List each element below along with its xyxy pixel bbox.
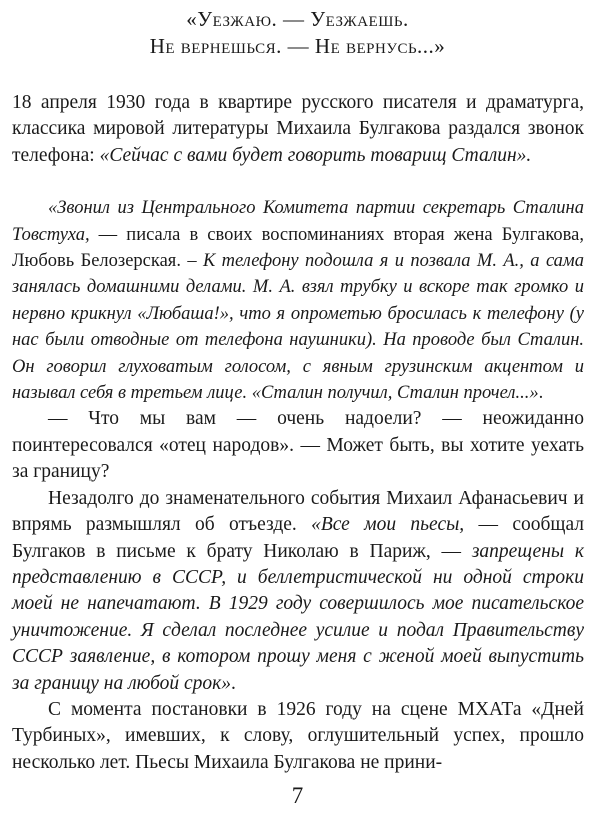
paragraph-4-text-a: Незадолго до знаменательного события Михаил Афанасьевич и впрямь размышлял об отъезде. [12, 487, 584, 536]
paragraph-1 [12, 90, 584, 169]
body-text [12, 90, 584, 776]
paragraph-2-quote-a: «Звонил из Центрального Комитета партии секретарь Сталина Товстуха, [12, 198, 584, 245]
paragraph-2-text-a: — писала в своих воспоминаниях вторая жена Булгакова, Любовь Белозерская. – [12, 224, 584, 272]
paragraph-4-text-c: . [231, 672, 236, 694]
paragraph-4 [12, 486, 584, 697]
paragraph-2-memoir-quote [12, 195, 584, 406]
paragraph-2-text-b: . [538, 383, 544, 404]
paragraph-1-quote: «Сейчас с вами будет говорить товарищ Сталин». [99, 144, 532, 166]
chapter-heading-line-2: Не вернешься. — Не вернусь...» [149, 34, 446, 58]
paragraph-4-quote-b: запрещены к представлению в СССР, и беллетристической ни одной строки моей не напечатают. В 1929 году совершилось мое писательское уничтожение. Я сделал последнее усилие и подал Правительству СССР заявление, в котором прошу меня с женой моей выпустить за границу на любой срок» [12, 540, 584, 694]
paragraph-3-dialogue: — Что мы вам — очень надоели? — неожиданно поинтересовался «отец народов». — Может быть, вы хотите уехать за границу? [12, 408, 584, 483]
paragraph-1-text: 18 апреля 1930 года в квартире русского писателя и драматурга, классика мировой литературы Михаила Булгакова раздался звонок телефона: [12, 92, 584, 166]
page-number: 7 [291, 783, 304, 808]
paragraph-5: С момента постановки в 1926 году на сцене МХАТа «Дней Турбиных», имевших, к слову, оглушительный успех, прошло несколько лет. Пьесы Михаила Булгакова не прини- [12, 698, 584, 773]
paragraph-spacer [12, 169, 584, 195]
paragraph-2-quote-b: К телефону подошла я и позвала М. А., а сама занялась домашними делами. М. А. взял трубку и вскоре так громко и нервно крикнул «Любаша!», что я опрометью бросилась к телефону (у нас были отводные от телефона наушники). На проводе был Сталин. Он говорил глуховатым голосом, с явным грузинским акцентом и называл себя в третьем лице. «Сталин получил, Сталин прочел...» [12, 251, 584, 404]
paragraph-4-text-b: — сообщал Булгаков в письме к брату Николаю в Париж, — [12, 514, 584, 562]
chapter-heading-line-1: «Уезжаю. — Уезжаешь. [186, 7, 409, 31]
paragraph-4-quote-a: «Все мои пьесы, [311, 514, 465, 536]
chapter-heading [0, 6, 595, 60]
